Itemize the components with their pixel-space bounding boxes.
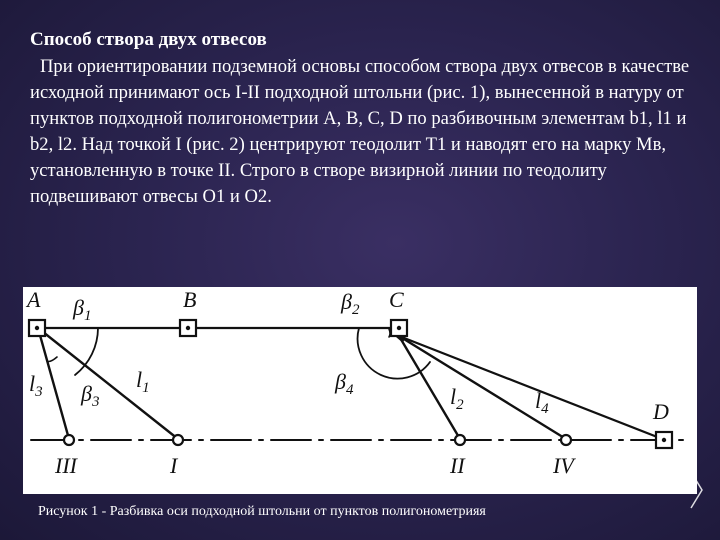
slide-title: Способ створа двух отвесов xyxy=(30,29,267,50)
ray-a-iii xyxy=(38,328,69,439)
chevron-right-icon xyxy=(688,470,706,510)
label-iv: IV xyxy=(553,453,574,478)
traverse-line-cd xyxy=(399,336,665,440)
label-beta1: $\beta_1$ xyxy=(73,295,92,324)
survey-diagram xyxy=(23,287,697,494)
label-l4: $l_4$ xyxy=(535,388,549,417)
ray-a-i xyxy=(38,328,178,439)
label-a: A xyxy=(27,287,41,312)
angle-arc-beta3 xyxy=(47,357,57,362)
label-beta4: $\beta_4$ xyxy=(335,369,354,398)
label-b: B xyxy=(183,287,197,312)
point-iv-marker xyxy=(561,435,571,445)
label-ii: II xyxy=(450,453,465,478)
station-c-marker xyxy=(391,320,407,336)
figure-caption: Рисунок 1 - Разбивка оси подходной штольни от пунктов полигонометрияя xyxy=(38,504,486,519)
angle-arc-beta2 xyxy=(389,329,390,337)
slide-paragraph xyxy=(30,54,690,210)
point-i-marker xyxy=(173,435,183,445)
paragraph-text: При ориентировании подземной основы способом створа двух отвесов в качестве исходной принимают ось I-II подходной штольни (рис. 1), вынесенной в натуру от пунктов подходной полигонометрии A, B, C, D по разбивочным элементам b1, l1 и b2, l2. Над точкой I (рис. 2) центрируют теодолит T1 и наводят его на марку Мв, установленную в точке II. Строго в створе визирной линии по теодолиту подвешивают отвесы O1 и O2. xyxy=(30,56,690,207)
label-c: C xyxy=(389,287,404,312)
label-l2: $l_2$ xyxy=(450,384,464,413)
station-a-marker xyxy=(29,320,45,336)
station-d-marker xyxy=(656,432,672,448)
label-d: D xyxy=(653,399,669,424)
label-i: I xyxy=(170,453,178,478)
label-iii: III xyxy=(55,453,77,478)
label-l1: $l_1$ xyxy=(136,367,150,396)
label-beta3: $\beta_3$ xyxy=(81,381,100,410)
figure-diagram xyxy=(23,287,697,494)
point-iii-marker xyxy=(64,435,74,445)
point-ii-marker xyxy=(455,435,465,445)
station-b-marker xyxy=(180,320,196,336)
label-l3: $l_3$ xyxy=(29,371,43,400)
label-beta2: $\beta_2$ xyxy=(341,289,360,318)
